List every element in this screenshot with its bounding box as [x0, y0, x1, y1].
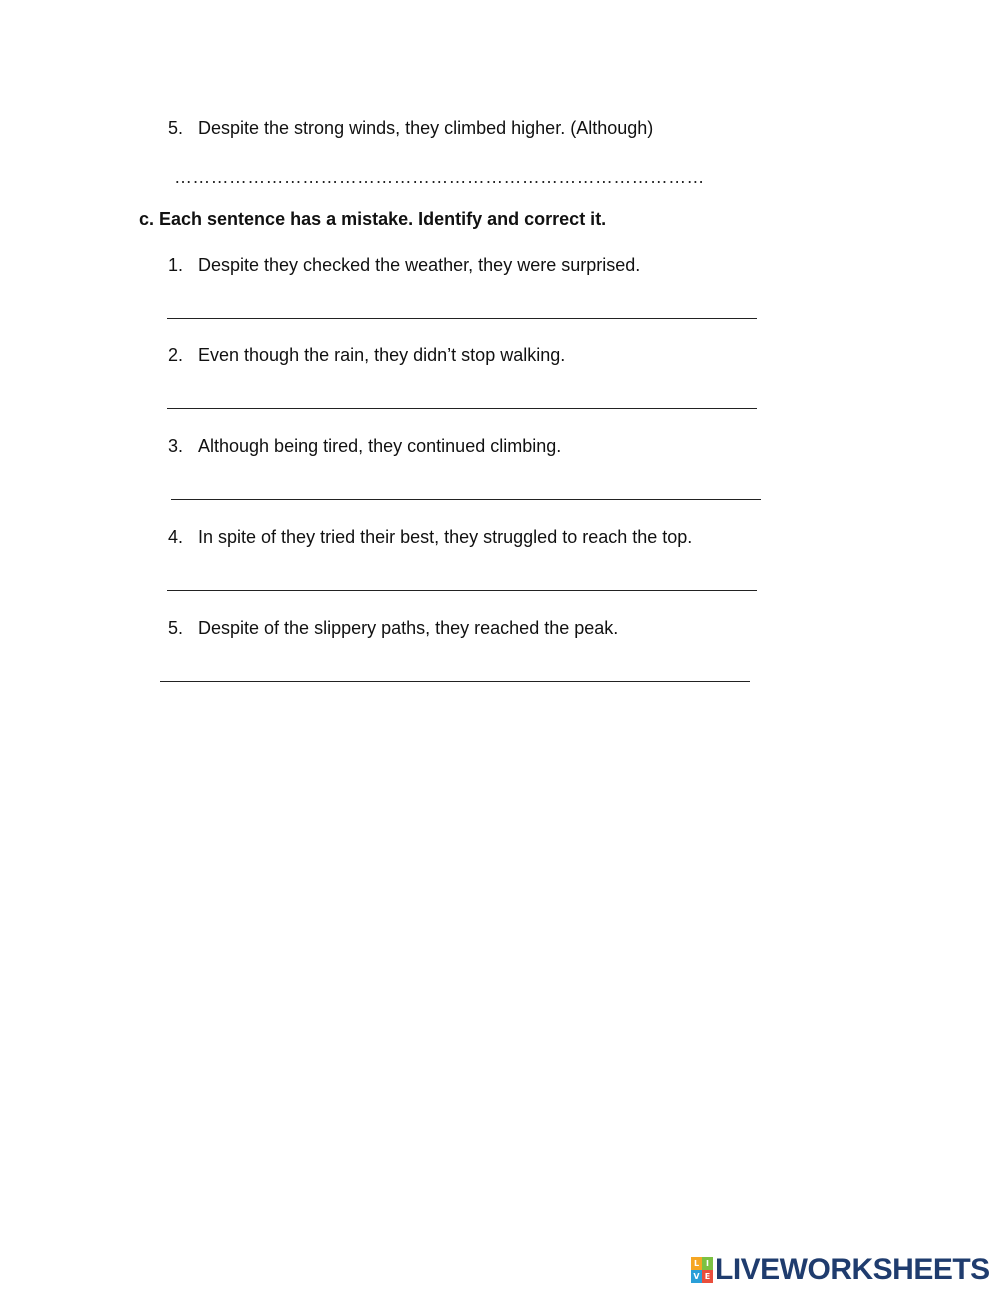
answer-line-2[interactable]: [167, 408, 757, 409]
item-number-4: 4.: [168, 527, 184, 547]
answer-line-5[interactable]: [160, 681, 750, 682]
item-sentence-3: Although being tired, they continued climbing.: [198, 436, 562, 456]
answer-line-3[interactable]: [171, 499, 761, 500]
item-sentence-2: Even though the rain, they didn’t stop walking.: [198, 345, 566, 365]
logo-mark-l: L: [691, 1257, 702, 1270]
answer-line-1[interactable]: [167, 318, 757, 319]
answer-line-4[interactable]: [167, 590, 757, 591]
item-number-1: 1.: [168, 255, 184, 275]
item-sentence-1: Despite they checked the weather, they were surprised.: [198, 255, 641, 275]
item-sentence-5: Despite of the slippery paths, they reached the peak.: [198, 618, 619, 638]
liveworksheets-logo: [691, 1255, 990, 1285]
item-number-3: 3.: [168, 436, 184, 456]
liveworksheets-wordmark: LIVEWORKSHEETS: [715, 1253, 990, 1286]
item-sentence-4: In spite of they tried their best, they struggled to reach the top.: [198, 527, 693, 547]
liveworksheets-mark-icon: [691, 1257, 713, 1283]
section-c-heading: c. Each sentence has a mistake. Identify and correct it.: [139, 209, 607, 229]
prev-item-number: 5.: [168, 118, 184, 138]
prev-item-answer-dotted-line[interactable]: ……………………………………………………………………………: [174, 167, 705, 187]
logo-mark-i: I: [702, 1257, 713, 1270]
item-number-5: 5.: [168, 618, 184, 638]
logo-mark-e: E: [702, 1270, 713, 1283]
prev-item-sentence: Despite the strong winds, they climbed higher. (Although): [198, 118, 654, 138]
logo-mark-v: V: [691, 1270, 702, 1283]
item-number-2: 2.: [168, 345, 184, 365]
